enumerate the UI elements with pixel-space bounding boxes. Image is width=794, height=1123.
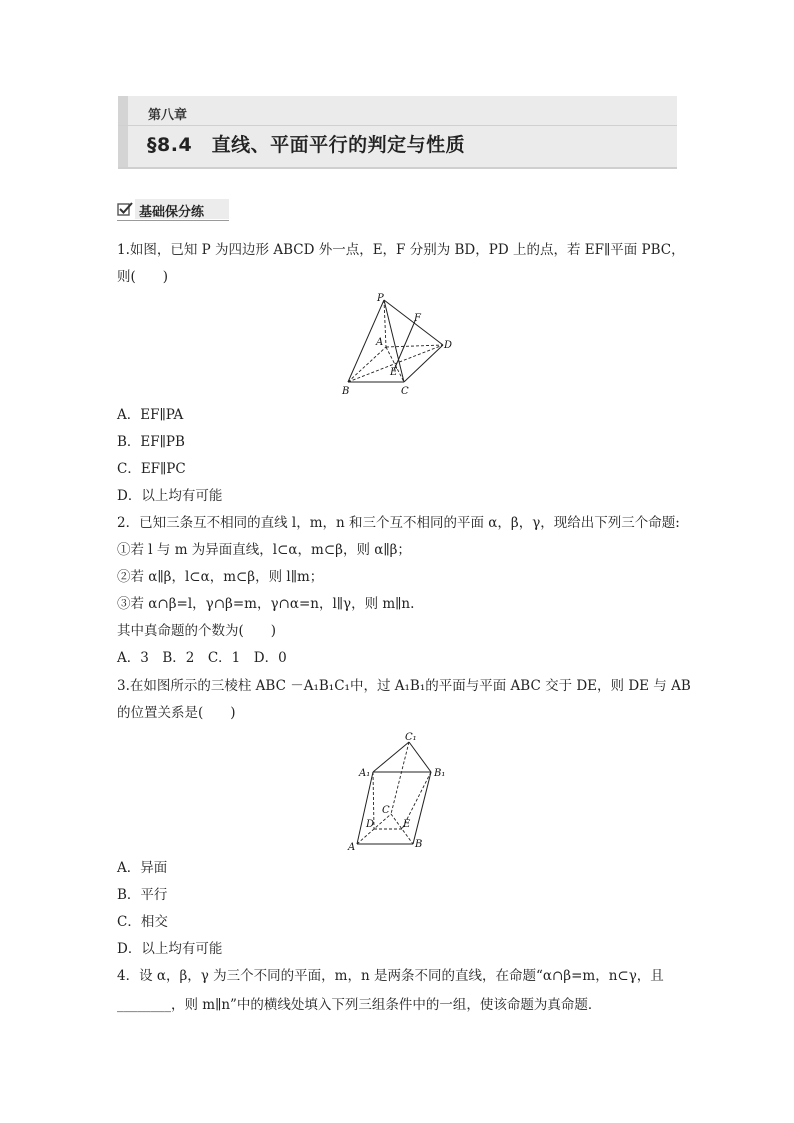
q2-prop-3: ③若 α∩β=l，γ∩β=m，γ∩α=n，l∥γ，则 m∥n. bbox=[117, 596, 415, 612]
q1-stem-line1: 1.如图，已知 P 为四边形 ABCD 外一点，E，F 分别为 BD，PD 上的点，若 EF∥平面 PBC， bbox=[117, 242, 685, 258]
label-A: A bbox=[376, 337, 384, 348]
q2-prop-1: ①若 l 与 m 为异面直线，l⊂α，m⊂β，则 α∥β； bbox=[117, 542, 411, 558]
label-C: C bbox=[401, 386, 409, 397]
q3-option-b: B．平行 bbox=[117, 887, 168, 903]
chapter-label: 第八章 bbox=[148, 108, 188, 123]
edge-A1A bbox=[357, 772, 373, 844]
q3-prism-figure bbox=[340, 728, 460, 853]
label-E: E bbox=[390, 367, 398, 378]
q1-option-b: B．EF∥PB bbox=[117, 434, 185, 450]
q4-stem-line1: 4．设 α，β，γ 为三个不同的平面，m，n 是两条不同的直线，在命题“α∩β=m，n⊂γ，且 bbox=[117, 968, 664, 984]
q3-option-d: D．以上均有可能 bbox=[117, 941, 223, 957]
edge-B1B bbox=[413, 772, 431, 844]
checkbox-check-icon bbox=[117, 201, 133, 217]
label-E: E bbox=[403, 819, 411, 830]
q2-prop-2: ②若 α∥β，l⊂α，m⊂β，则 l∥m； bbox=[117, 569, 324, 585]
label-F: F bbox=[414, 313, 421, 324]
q1-stem-line2: 则( ) bbox=[117, 269, 169, 285]
label-A: A bbox=[348, 842, 356, 853]
edge-C1C bbox=[391, 742, 409, 814]
header-accent-bar bbox=[118, 96, 128, 168]
q3-option-a: A．异面 bbox=[117, 860, 168, 876]
edge-BA bbox=[348, 347, 386, 382]
q1-option-a: A．EF∥PA bbox=[117, 407, 184, 423]
label-C1: C₁ bbox=[405, 732, 417, 743]
label-B: B bbox=[415, 839, 423, 850]
label-D: D bbox=[444, 340, 453, 351]
header-divider bbox=[118, 125, 677, 126]
section-tag bbox=[117, 199, 229, 221]
label-A1: A₁ bbox=[359, 768, 371, 779]
q2-options: A．3 B．2 C．1 D．0 bbox=[117, 650, 287, 666]
label-P: P bbox=[377, 293, 384, 304]
q3-stem-line2: 的位置关系是( ) bbox=[117, 705, 236, 721]
label-C: C bbox=[382, 805, 390, 816]
section-label: 基础保分练 bbox=[139, 205, 205, 220]
q1-pyramid-figure bbox=[330, 290, 460, 400]
edge-A1C1 bbox=[373, 742, 409, 772]
q1-option-d: D．以上均有可能 bbox=[117, 488, 223, 504]
header-bottom-border bbox=[118, 167, 677, 169]
edge-C1B1 bbox=[409, 742, 431, 772]
edge-CD bbox=[404, 345, 443, 382]
q3-option-c: C．相交 bbox=[117, 914, 168, 930]
q4-stem-line2: ________，则 m∥n”中的横线处填入下列三组条件中的一组，使该命题为真命题． bbox=[117, 997, 602, 1013]
label-B: B bbox=[342, 386, 350, 397]
q1-option-c: C．EF∥PC bbox=[117, 461, 186, 477]
q2-stem: 2．已知三条互不相同的直线 l，m，n 和三个互不相同的平面 α，β，γ，现给出下列三个命题: bbox=[117, 515, 680, 531]
section-tag-underline bbox=[117, 220, 229, 221]
q2-ask: 其中真命题的个数为( ) bbox=[117, 623, 277, 639]
q3-stem-line1: 3.在如图所示的三棱柱 ABC －A₁B₁C₁中，过 A₁B₁的平面与平面 ABC 交于 DE，则 DE 与 AB bbox=[117, 678, 691, 694]
page-title: §8.4 直线、平面平行的判定与性质 bbox=[147, 134, 466, 156]
label-D: D bbox=[366, 819, 375, 830]
label-B1: B₁ bbox=[434, 768, 446, 779]
